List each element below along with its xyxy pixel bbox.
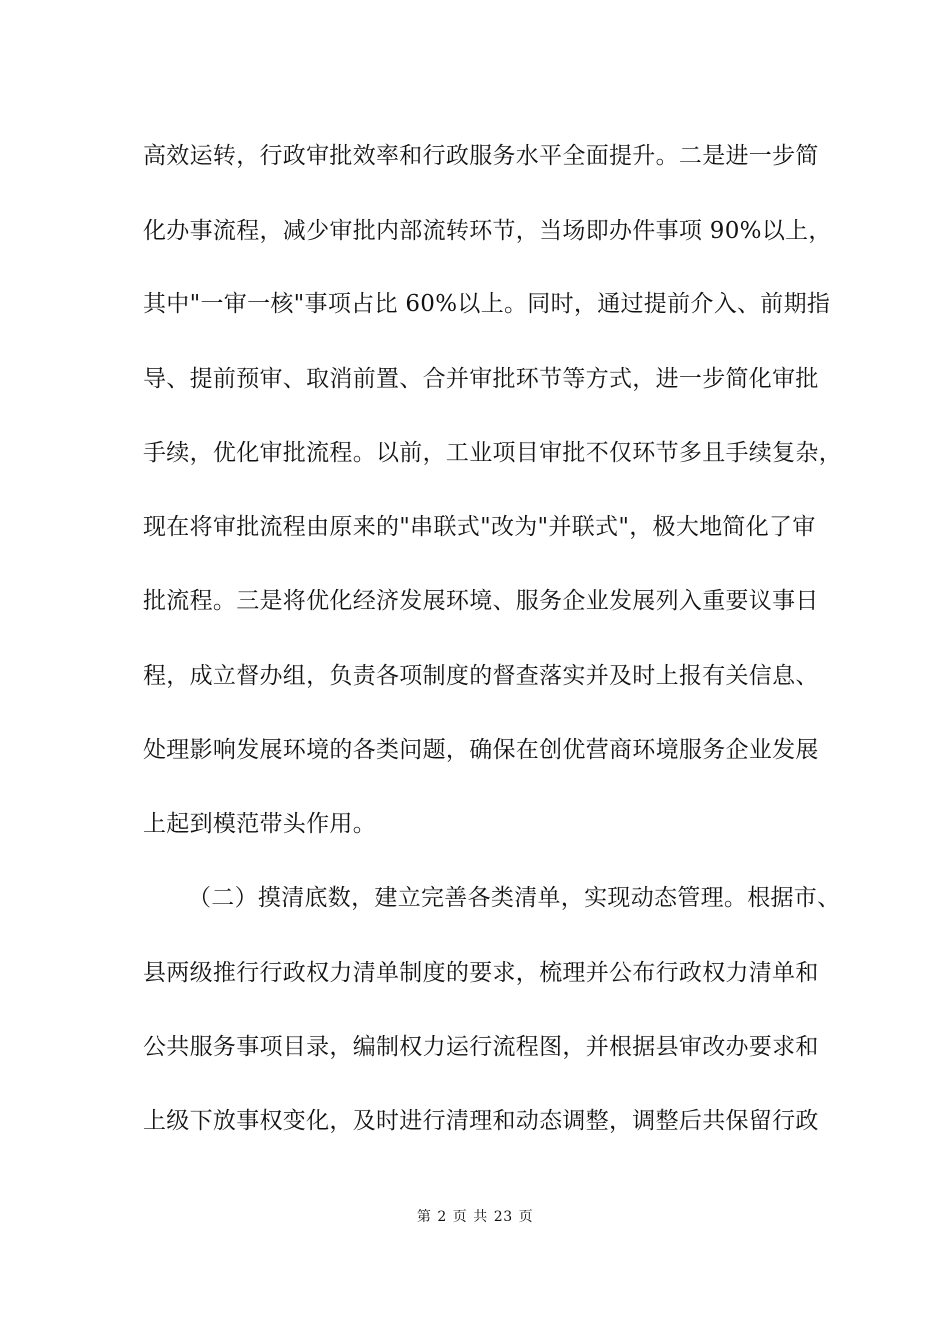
text-line: 县两级推行行政权力清单制度的要求，梳理并公布行政权力清单和 <box>143 960 819 986</box>
text-line: 程，成立督办组，负责各项制度的督查落实并及时上报有关信息、 <box>143 663 819 689</box>
text-line: 手续，优化审批流程。以前，工业项目审批不仅环节多且手续复杂， <box>143 440 842 466</box>
text-line: 批流程。三是将优化经济发展环境、服务企业发展列入重要议事日 <box>143 588 819 614</box>
page-footer <box>0 1208 950 1226</box>
page-label: 第 <box>416 1209 432 1225</box>
text-line: 导、提前预审、取消前置、合并审批环节等方式，进一步简化审批 <box>143 366 819 392</box>
paragraph-heading-line: （二）摸清底数，建立完善各类清单，实现动态管理。根据市、 <box>188 885 841 911</box>
text-line: 其中"一审一核"事项占比 60%以上。同时，通过提前介入、前期指 <box>143 291 831 317</box>
text-line: 高效运转，行政审批效率和行政服务水平全面提升。二是进一步简 <box>143 143 819 169</box>
text-line: 上起到模范带头作用。 <box>143 811 376 837</box>
text-line: 上级下放事权变化，及时进行清理和动态调整，调整后共保留行政 <box>143 1108 819 1134</box>
page-number: 2 <box>437 1209 447 1225</box>
total-label: 共 <box>473 1209 488 1225</box>
total-unit: 页 <box>518 1209 534 1225</box>
text-line: 公共服务事项目录，编制权力运行流程图，并根据县审改办要求和 <box>143 1034 819 1060</box>
total-pages: 23 <box>493 1209 513 1225</box>
text-line: 化办事流程，减少审批内部流转环节，当场即办件事项 90%以上， <box>143 218 832 244</box>
page-unit: 页 <box>452 1209 468 1225</box>
text-line: 处理影响发展环境的各类问题，确保在创优营商环境服务企业发展 <box>143 737 819 763</box>
text-line: 现在将审批流程由原来的"串联式"改为"并联式"，极大地简化了审 <box>143 514 816 540</box>
